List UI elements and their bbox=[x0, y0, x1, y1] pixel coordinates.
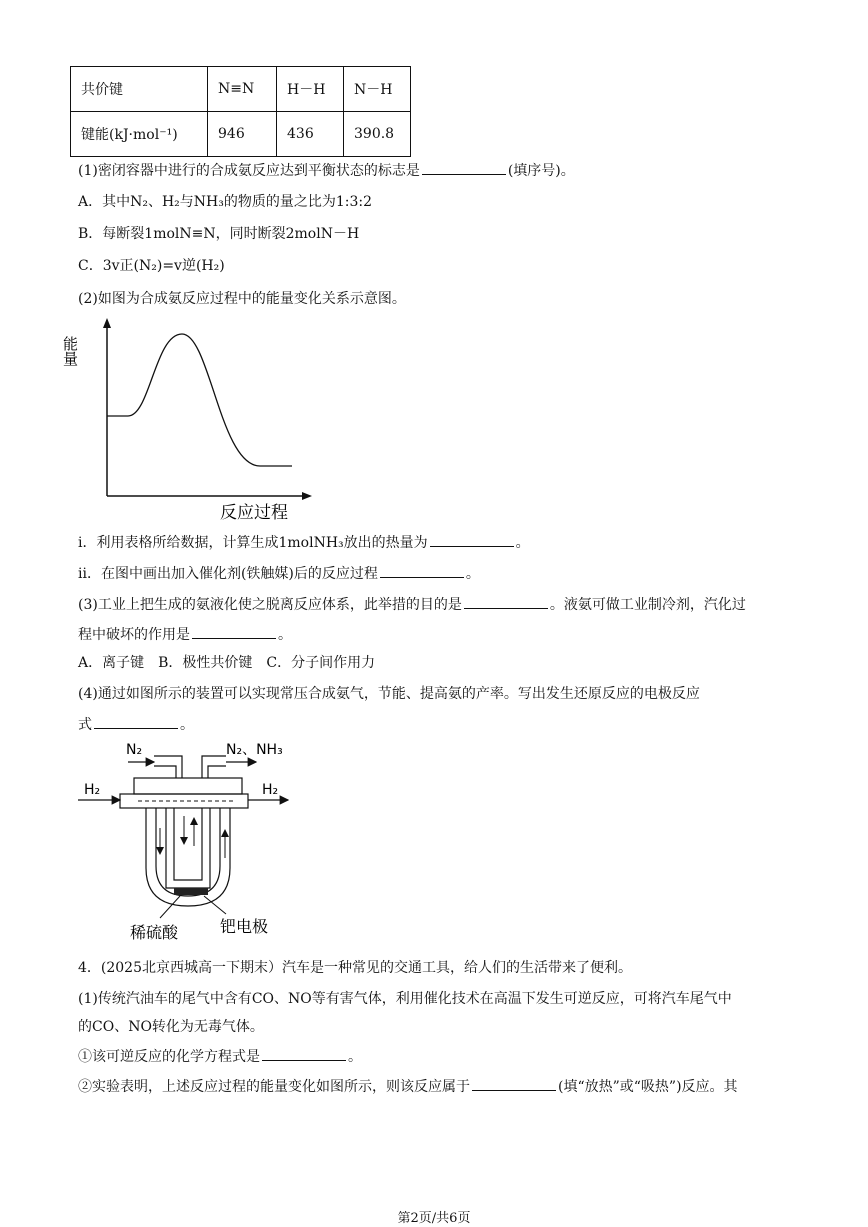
table-row-label: 键能(kJ·mol⁻¹) bbox=[71, 112, 208, 157]
q1-option-b: B．每断裂1molN≡N，同时断裂2molN－H bbox=[78, 226, 360, 242]
answer-blank[interactable] bbox=[192, 624, 276, 639]
q4-line2: 式 。 bbox=[78, 714, 194, 735]
page-footer: 第2页/共6页 bbox=[397, 1211, 471, 1226]
table-header-cell: N≡N bbox=[208, 67, 277, 112]
q1-stem: (1)密闭容器中进行的合成氨反应达到平衡状态的标志是 (填序号)。 bbox=[78, 160, 575, 181]
acid-leader-line bbox=[160, 896, 180, 918]
p4-q1: ①该可逆反应的化学方程式是 。 bbox=[78, 1046, 362, 1067]
label-n2-nh3: N₂、NH₃ bbox=[226, 742, 283, 758]
answer-blank[interactable] bbox=[262, 1046, 346, 1061]
palladium-electrode bbox=[174, 888, 208, 895]
p4-q2: ②实验表明，上述反应过程的能量变化如图所示，则该反应属于 (填“放热”或“吸热”)反应。其 bbox=[78, 1076, 738, 1097]
p4-intro: 4．(2025北京西城高一下期末）汽车是一种常见的交通工具，给人们的生活带来了便利。 bbox=[78, 960, 632, 976]
label-n2: N₂ bbox=[126, 742, 143, 758]
outlet-tube bbox=[202, 756, 226, 778]
cell-lid bbox=[134, 778, 242, 794]
inlet-tube bbox=[154, 756, 182, 778]
u-tube-inner bbox=[174, 808, 202, 880]
table-cell: 390.8 bbox=[344, 112, 411, 157]
label-dilute-acid: 稀硫酸 bbox=[130, 923, 179, 942]
outlet-tube-inner bbox=[208, 766, 226, 778]
electrode-leader-line bbox=[204, 896, 226, 914]
table-header-cell: 共价键 bbox=[71, 67, 208, 112]
table-cell: 436 bbox=[277, 112, 344, 157]
table-header-cell: N－H bbox=[344, 67, 411, 112]
answer-blank[interactable] bbox=[422, 160, 506, 175]
answer-blank[interactable] bbox=[94, 714, 178, 729]
q1-option-c: C．3v正(N₂)=v逆(H₂) bbox=[78, 258, 225, 274]
energy-curve bbox=[107, 334, 292, 466]
label-electrode: 钯电极 bbox=[220, 917, 269, 936]
inlet-tube-inner bbox=[154, 766, 176, 778]
label-h2-in: H₂ bbox=[84, 782, 101, 798]
answer-blank[interactable] bbox=[472, 1076, 556, 1091]
electrolysis-apparatus bbox=[76, 738, 316, 948]
answer-blank[interactable] bbox=[430, 532, 514, 547]
table-row bbox=[71, 112, 411, 157]
q2-ii: ii．在图中画出加入催化剂(铁触媒)后的反应过程 。 bbox=[78, 563, 480, 584]
q4-line1: (4)通过如图所示的装置可以实现常压合成氨气，节能、提高氨的产率。写出发生还原反应的电极反应 bbox=[78, 686, 700, 702]
x-axis-label: 反应过程 bbox=[220, 503, 288, 523]
bond-energy-table bbox=[70, 66, 411, 157]
table-row bbox=[71, 67, 411, 112]
p4-line1: (1)传统汽油车的尾气中含有CO、NO等有害气体，利用催化技术在高温下发生可逆反应，可将汽车尾气中 bbox=[78, 991, 732, 1007]
q2-stem: (2)如图为合成氨反应过程中的能量变化关系示意图。 bbox=[78, 291, 406, 307]
answer-blank[interactable] bbox=[380, 563, 464, 578]
label-h2-out: H₂ bbox=[262, 782, 279, 798]
energy-diagram bbox=[61, 316, 330, 526]
q3-line2: 程中破坏的作用是 。 bbox=[78, 624, 292, 645]
table-header-cell: H－H bbox=[277, 67, 344, 112]
answer-blank[interactable] bbox=[464, 594, 548, 609]
q3-options: A．离子键 B．极性共价键 C．分子间作用力 bbox=[78, 655, 376, 671]
u-tube-outer bbox=[166, 808, 210, 888]
x-axis-arrow bbox=[302, 492, 312, 500]
q3-line1: (3)工业上把生成的氨液化使之脱离反应体系，此举措的目的是 。液氨可做工业制冷剂，汽化过 bbox=[78, 594, 746, 615]
q1-option-a: A．其中N₂、H₂与NH₃的物质的量之比为1:3:2 bbox=[78, 194, 373, 210]
p4-line2: 的CO、NO转化为无毒气体。 bbox=[78, 1019, 264, 1035]
q2-i: i．利用表格所给数据，计算生成1molNH₃放出的热量为 。 bbox=[78, 532, 530, 553]
y-axis-label: 能量 bbox=[61, 336, 79, 366]
table-cell: 946 bbox=[208, 112, 277, 157]
y-axis-arrow bbox=[103, 318, 111, 328]
